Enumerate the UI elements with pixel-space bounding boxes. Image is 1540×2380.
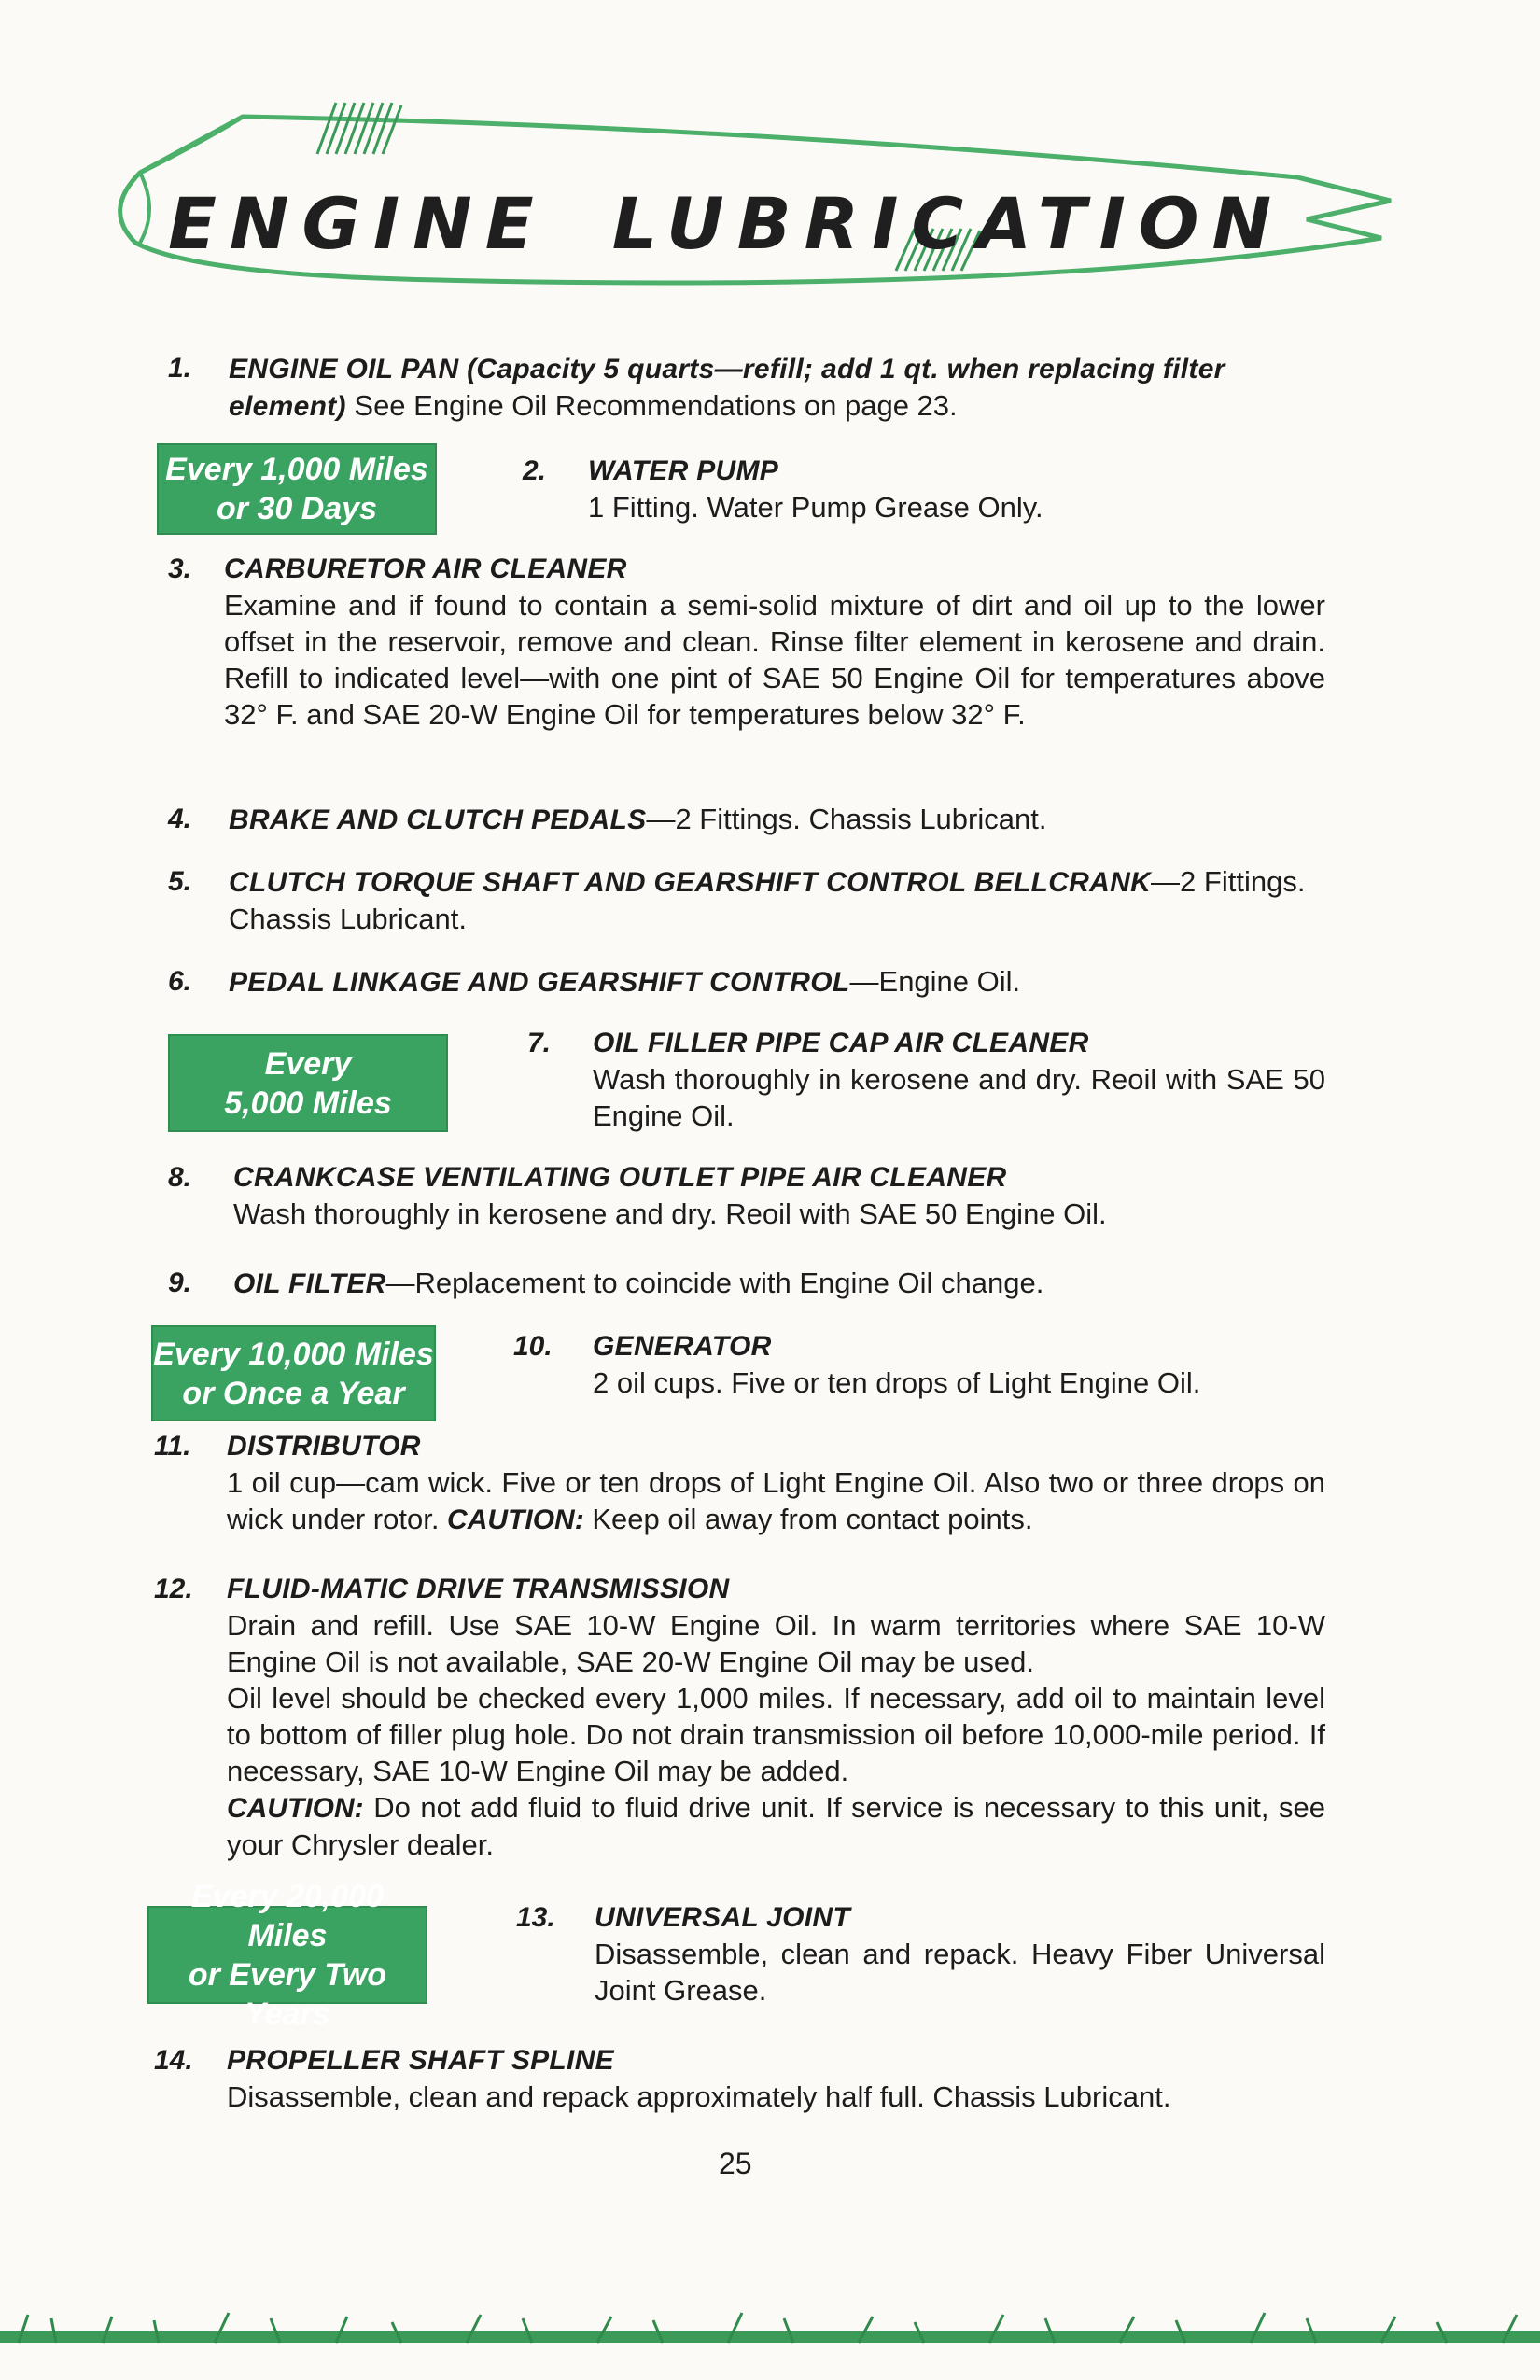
interval-box-5000-miles — [168, 1034, 448, 1132]
item-heading: OIL FILLER PIPE CAP AIR CLEANER — [593, 1028, 1089, 1058]
item-number: 12. — [154, 1574, 193, 1604]
caution-label: CAUTION: — [227, 1793, 364, 1824]
interval-line: or Every Two Years — [188, 1956, 387, 2032]
item-text: Disassemble, clean and repack. Heavy Fiber Universal Joint Grease. — [595, 1938, 1325, 2007]
title-word-lubrication: LUBRICATION — [611, 182, 1285, 265]
item-text: Examine and if found to contain a semi-solid mixture of dirt and oil up to the lower offset in the reservoir, remove and clean. Rinse filter element in kerosene and drain. Refill to indicated level—with one pint of SAE 50 Engine Oil for temperatures above 32° F. and SAE 20-W Engine Oil for temperatures below 32° F. — [224, 589, 1325, 731]
item-number: 10. — [513, 1331, 553, 1362]
item-text: 1 Fitting. Water Pump Grease Only. — [588, 491, 1043, 524]
item-generator — [513, 1328, 1325, 1401]
item-number: 4. — [168, 804, 192, 834]
item-carburetor-air-cleaner — [168, 551, 1325, 733]
title-banner — [103, 89, 1447, 303]
title-word-engine: ENGINE — [168, 182, 547, 265]
item-number: 7. — [527, 1028, 552, 1058]
item-text: Do not add fluid to fluid drive unit. If service is necessary to this unit, see your Chrysler dealer. — [227, 1791, 1325, 1861]
interval-line: or Once a Year — [182, 1375, 405, 1411]
item-number: 8. — [168, 1162, 192, 1193]
interval-box-10000-miles — [151, 1325, 436, 1421]
item-brake-clutch-pedals — [168, 801, 1325, 838]
item-number: 2. — [523, 455, 547, 486]
caution-label: CAUTION: — [447, 1505, 584, 1535]
item-text: Oil level should be checked every 1,000 miles. If necessary, add oil to maintain level to bottom of filler plug hole. Do not drain transmission oil before 10,000-mile period. If necessary, SAE 10-W Engine Oil may be added. — [227, 1682, 1325, 1787]
item-text: 1 oil cup—cam wick. Five or ten drops of Light Engine Oil. Also two or three drops on wick under rotor. — [227, 1466, 1325, 1535]
item-oil-filler-pipe-cap — [527, 1025, 1325, 1134]
item-heading: PEDAL LINKAGE AND GEARSHIFT CONTROL — [229, 967, 850, 998]
item-number: 3. — [168, 553, 192, 584]
item-water-pump — [523, 453, 1325, 525]
interval-line: Every — [264, 1045, 352, 1082]
item-text: —2 Fittings. Chassis Lubricant. — [229, 865, 1306, 935]
page-title — [168, 182, 1391, 265]
item-number: 14. — [154, 2045, 193, 2076]
item-number: 13. — [516, 1902, 555, 1933]
item-heading: WATER PUMP — [588, 455, 779, 486]
item-heading: UNIVERSAL JOINT — [595, 1902, 850, 1933]
item-engine-oil-pan — [168, 350, 1325, 425]
grass-border-decoration — [0, 2305, 1540, 2361]
item-number: 5. — [168, 866, 192, 897]
item-clutch-torque-shaft — [168, 863, 1325, 937]
item-crankcase-ventilating — [168, 1159, 1325, 1232]
item-distributor — [154, 1428, 1325, 1538]
item-text: Disassemble, clean and repack approximately half full. Chassis Lubricant. — [227, 2080, 1171, 2113]
item-heading: BRAKE AND CLUTCH PEDALS — [229, 805, 647, 835]
interval-line: or 30 Days — [217, 491, 377, 526]
item-heading: FLUID-MATIC DRIVE TRANSMISSION — [227, 1574, 730, 1604]
interval-line: Every 10,000 Miles — [153, 1336, 434, 1372]
item-number: 6. — [168, 966, 192, 997]
item-heading: CARBURETOR AIR CLEANER — [224, 553, 627, 584]
interval-box-20000-miles — [147, 1878, 427, 2032]
item-heading: PROPELLER SHAFT SPLINE — [227, 2045, 614, 2076]
item-text: See Engine Oil Recommendations on page 23. — [345, 389, 958, 422]
item-number: 11. — [154, 1431, 191, 1462]
item-propeller-shaft-spline — [154, 2042, 1325, 2115]
item-number: 1. — [168, 353, 192, 384]
item-heading: ENGINE OIL PAN (Capacity 5 quarts—refill; add 1 qt. when replacing filter element) — [229, 354, 1225, 422]
item-text: Drain and refill. Use SAE 10-W Engine Oil. In warm territories where SAE 10-W Engine Oil is not available, SAE 20-W Engine Oil may be used. — [227, 1609, 1325, 1678]
item-text: Wash thoroughly in kerosene and dry. Reoil with SAE 50 Engine Oil. — [593, 1063, 1325, 1132]
item-number: 9. — [168, 1267, 192, 1298]
item-heading: GENERATOR — [593, 1331, 772, 1362]
item-universal-joint — [516, 1899, 1325, 2009]
interval-box-1000-miles — [157, 443, 437, 535]
item-text: —2 Fittings. Chassis Lubricant. — [646, 803, 1047, 835]
item-text: —Replacement to coincide with Engine Oil change. — [385, 1267, 1044, 1299]
interval-line: Every 20,000 Miles — [190, 1878, 385, 1953]
item-text: Keep oil away from contact points. — [583, 1503, 1033, 1535]
item-fluid-matic-drive — [154, 1571, 1325, 1863]
interval-line: Every 1,000 Miles — [165, 452, 428, 487]
item-heading: CRANKCASE VENTILATING OUTLET PIPE AIR CLEANER — [233, 1162, 1007, 1193]
item-pedal-linkage — [168, 963, 1325, 1001]
item-text: —Engine Oil. — [849, 965, 1021, 998]
item-heading: OIL FILTER — [233, 1268, 386, 1299]
item-text: 2 oil cups. Five or ten drops of Light Engine Oil. — [593, 1366, 1201, 1399]
interval-line: 5,000 Miles — [224, 1085, 392, 1121]
item-heading: CLUTCH TORQUE SHAFT AND GEARSHIFT CONTROL BELLCRANK — [229, 867, 1152, 898]
item-oil-filter — [168, 1265, 1325, 1302]
item-heading: DISTRIBUTOR — [227, 1431, 421, 1462]
item-text: Wash thoroughly in kerosene and dry. Reoil with SAE 50 Engine Oil. — [233, 1197, 1107, 1230]
page-number: 25 — [719, 2147, 752, 2180]
